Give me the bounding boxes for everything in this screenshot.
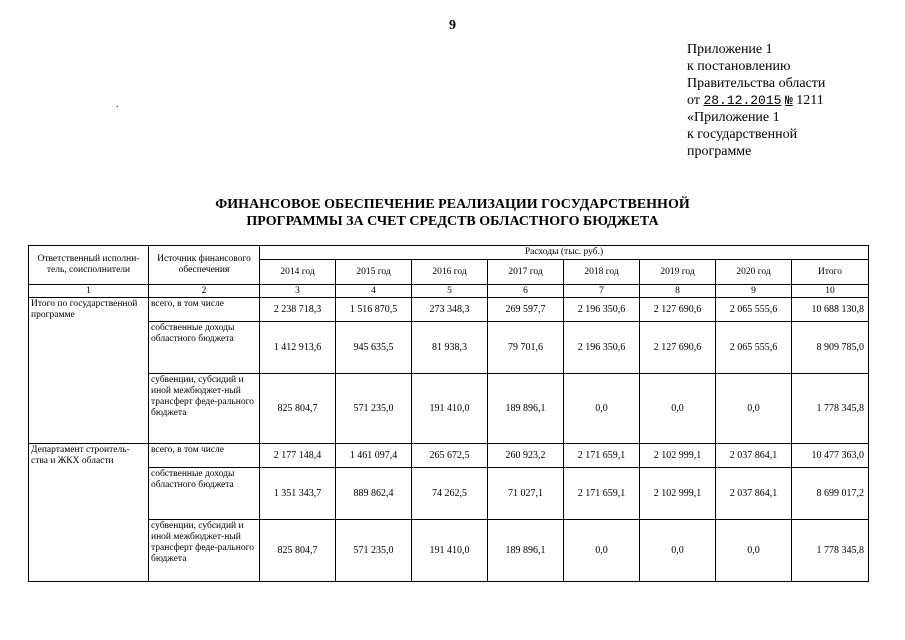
appendix-line: к государственной [687,127,798,142]
source-cell: всего, в том числе [149,444,260,468]
table-row [29,298,869,322]
resolution-date: 28.12.2015 [703,93,782,108]
responsible-cell: Итого по государственной программе [29,298,149,444]
total-cell: 10 688 130,8 [792,298,869,322]
stray-mark: . [116,99,119,110]
value-cell: 273 348,3 [412,298,488,322]
title-line: ФИНАНСОВОЕ ОБЕСПЕЧЕНИЕ РЕАЛИЗАЦИИ ГОСУДАРСТВЕННОЙ [215,197,690,212]
appendix-line: Правительства области [687,76,826,91]
value-cell: 825 804,7 [260,374,336,444]
appendix-line: программе [687,144,752,159]
appendix-line: к постановлению [687,59,791,74]
value-cell: 825 804,7 [260,520,336,582]
table-row [29,374,869,444]
header-responsible: Ответственный исполни-тель, соисполнители [29,246,149,285]
value-cell: 79 701,6 [488,322,564,374]
value-cell: 269 597,7 [488,298,564,322]
value-cell: 2 102 999,1 [640,444,716,468]
column-index: 7 [564,285,640,298]
table-row [29,322,869,374]
table-row [29,520,869,582]
source-cell: субвенции, субсидий и иной межбюджет-ный трансферт феде-рального бюджета [149,520,260,582]
value-cell: 81 938,3 [412,322,488,374]
header-year: 2014 год [260,260,336,285]
value-cell: 191 410,0 [412,374,488,444]
header-source: Источник финансового обеспечения [149,246,260,285]
value-cell: 2 171 659,1 [564,444,640,468]
table-row [29,468,869,520]
value-cell: 571 235,0 [336,520,412,582]
value-cell: 0,0 [716,374,792,444]
value-cell: 571 235,0 [336,374,412,444]
header-year: 2019 год [640,260,716,285]
column-index: 4 [336,285,412,298]
appendix-line: «Приложение 1 [687,110,780,125]
header-year: 2016 год [412,260,488,285]
value-cell: 265 672,5 [412,444,488,468]
header-expenses: Расходы (тыс. руб.) [260,246,869,260]
source-cell: собственные доходы областного бюджета [149,468,260,520]
value-cell: 0,0 [640,520,716,582]
value-cell: 2 037 864,1 [716,444,792,468]
value-cell: 0,0 [564,520,640,582]
source-cell: субвенции, субсидий и иной межбюджет-ный трансферт феде-рального бюджета [149,374,260,444]
responsible-cell: Департамент строитель-ства и ЖКХ области [29,444,149,582]
value-cell: 2 102 999,1 [640,468,716,520]
header-year: 2018 год [564,260,640,285]
value-cell: 74 262,5 [412,468,488,520]
resolution-number: 1211 [796,93,824,108]
value-cell: 1 516 870,5 [336,298,412,322]
value-cell: 2 196 350,6 [564,322,640,374]
column-index: 9 [716,285,792,298]
value-cell: 889 862,4 [336,468,412,520]
value-cell: 191 410,0 [412,520,488,582]
total-cell: 8 909 785,0 [792,322,869,374]
value-cell: 2 127 690,6 [640,322,716,374]
title-line: ПРОГРАММЫ ЗА СЧЕТ СРЕДСТВ ОБЛАСТНОГО БЮДЖЕТА [246,214,659,229]
column-index: 8 [640,285,716,298]
value-cell: 2 171 659,1 [564,468,640,520]
appendix-line: Приложение 1 [687,42,773,57]
appendix-date-line [687,92,897,109]
value-cell: 260 923,2 [488,444,564,468]
value-cell: 189 896,1 [488,374,564,444]
value-cell: 2 065 555,6 [716,298,792,322]
total-cell: 1 778 345,8 [792,520,869,582]
total-cell: 1 778 345,8 [792,374,869,444]
value-cell: 2 196 350,6 [564,298,640,322]
value-cell: 189 896,1 [488,520,564,582]
column-index: 2 [149,285,260,298]
document-title [0,196,905,230]
source-cell: собственные доходы областного бюджета [149,322,260,374]
value-cell: 0,0 [716,520,792,582]
source-cell: всего, в том числе [149,298,260,322]
value-cell: 1 351 343,7 [260,468,336,520]
value-cell: 2 065 555,6 [716,322,792,374]
value-cell: 0,0 [640,374,716,444]
value-cell: 945 635,5 [336,322,412,374]
value-cell: 2 177 148,4 [260,444,336,468]
column-index: 3 [260,285,336,298]
appendix-block [687,41,897,160]
total-cell: 10 477 363,0 [792,444,869,468]
header-year: 2017 год [488,260,564,285]
value-cell: 1 412 913,6 [260,322,336,374]
column-index: 5 [412,285,488,298]
page-number: 9 [449,18,456,33]
column-index: 6 [488,285,564,298]
column-index: 1 [29,285,149,298]
total-cell: 8 699 017,2 [792,468,869,520]
column-index: 10 [792,285,869,298]
table-row [29,444,869,468]
value-cell: 0,0 [564,374,640,444]
value-cell: 2 127 690,6 [640,298,716,322]
value-cell: 2 238 718,3 [260,298,336,322]
date-prefix: от [687,93,700,108]
header-year: 2015 год [336,260,412,285]
number-sign: № [784,93,793,108]
header-year: 2020 год [716,260,792,285]
value-cell: 2 037 864,1 [716,468,792,520]
column-index-row [29,285,869,298]
budget-table [28,245,869,582]
value-cell: 1 461 097,4 [336,444,412,468]
value-cell: 71 027,1 [488,468,564,520]
header-total: Итого [792,260,869,285]
